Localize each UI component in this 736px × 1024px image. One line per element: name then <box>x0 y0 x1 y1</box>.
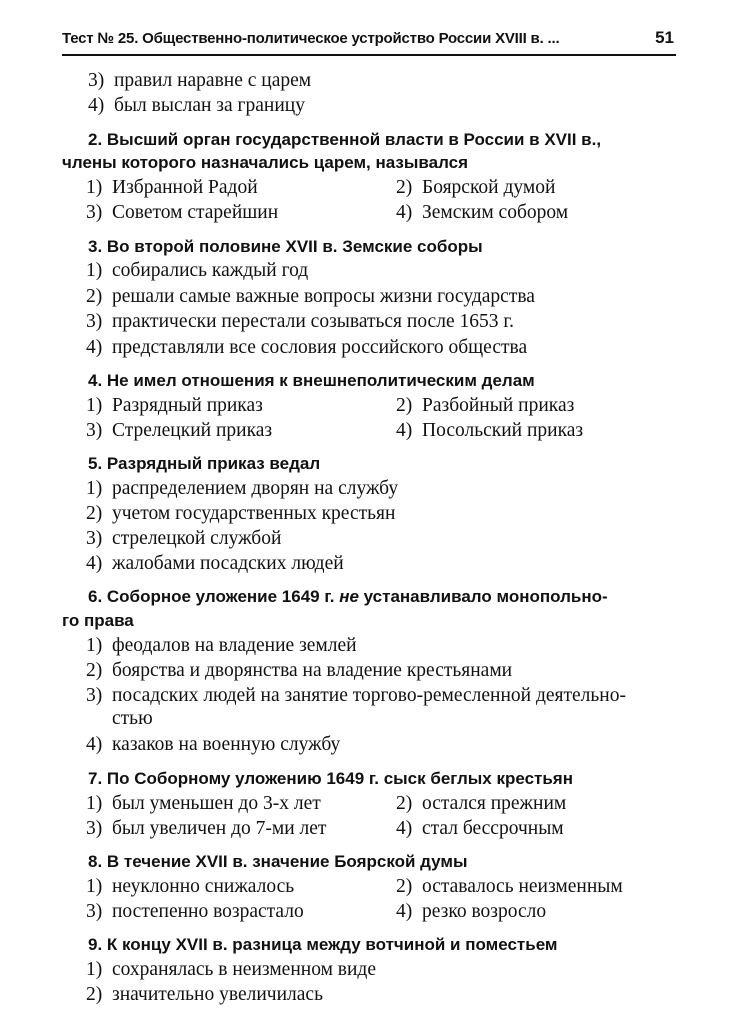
option: 2) остался прежним <box>396 793 567 814</box>
option: 4) представляли все сословия российского общества <box>86 337 528 358</box>
page-number: 51 <box>655 28 674 47</box>
question-2-text: 2. Высший орган государственной власти в России в XVII в., <box>88 130 602 149</box>
option: 1) собирались каждый год <box>86 260 309 281</box>
option: 3) правил наравне с царем <box>88 70 312 91</box>
option: 1) сохранялась в неизменном виде <box>86 959 377 980</box>
option: 2) учетом государственных крестьян <box>86 503 396 524</box>
page-header <box>62 26 676 56</box>
option: 1) Разрядный приказ <box>86 395 263 416</box>
question-5-text: 5. Разрядный приказ ведал <box>88 454 321 473</box>
option: 4) жалобами посадских людей <box>86 553 344 574</box>
question-4-text: 4. Не имел отношения к внешнеполитическим делам <box>88 371 535 390</box>
option: 3) практически перестали созываться после 1653 г. <box>86 311 515 332</box>
running-title: Тест № 25. Общественно-политическое устройство России XVIII в. ... <box>62 30 560 47</box>
option: 1) Избранной Радой <box>86 177 258 198</box>
option: 3) Советом старейшин <box>86 202 279 223</box>
emphasis-word: не <box>339 587 359 606</box>
question-6-text: 6. Соборное уложение 1649 г. не устанавливало монопольно- <box>88 587 608 606</box>
question-6-text-cont: го права <box>62 611 134 630</box>
question-8-text: 8. В течение XVII в. значение Боярской думы <box>88 852 468 871</box>
option-continuation: стью <box>112 708 153 729</box>
question-7-text: 7. По Соборному уложению 1649 г. сыск беглых крестьян <box>88 769 573 788</box>
option: 1) был уменьшен до 3-х лет <box>86 793 321 814</box>
option: 4) стал бессрочным <box>396 818 564 839</box>
option: 4) Земским собором <box>396 202 569 223</box>
option: 3) Стрелецкий приказ <box>86 420 273 441</box>
option: 1) распределением дворян на службу <box>86 478 399 499</box>
option: 2) Боярской думой <box>396 177 556 198</box>
option: 3) постепенно возрастало <box>86 901 304 922</box>
option: 4) Посольский приказ <box>396 420 584 441</box>
option: 1) феодалов на владение землей <box>86 635 357 656</box>
question-9-text: 9. К концу XVII в. разница между вотчиной и поместьем <box>88 935 558 954</box>
option: 2) Разбойный приказ <box>396 395 575 416</box>
option: 4) был выслан за границу <box>88 95 305 116</box>
option: 2) боярства и дворянства на владение крестьянами <box>86 660 513 681</box>
option: 3) был увеличен до 7-ми лет <box>86 818 327 839</box>
option: 4) резко возросло <box>396 901 547 922</box>
option: 4) казаков на военную службу <box>86 734 341 755</box>
option: 2) решали самые важные вопросы жизни государства <box>86 286 535 307</box>
option: 3) посадских людей на занятие торгово-ремесленной деятельно- <box>86 685 626 706</box>
option: 2) оставалось неизменным <box>396 876 623 897</box>
option: 3) стрелецкой службой <box>86 528 282 549</box>
option: 2) значительно увеличилась <box>86 984 323 1005</box>
question-3-text: 3. Во второй половине XVII в. Земские соборы <box>88 237 483 256</box>
option: 1) неуклонно снижалось <box>86 876 295 897</box>
question-2-text-cont: члены которого назначались царем, назывался <box>62 153 469 172</box>
